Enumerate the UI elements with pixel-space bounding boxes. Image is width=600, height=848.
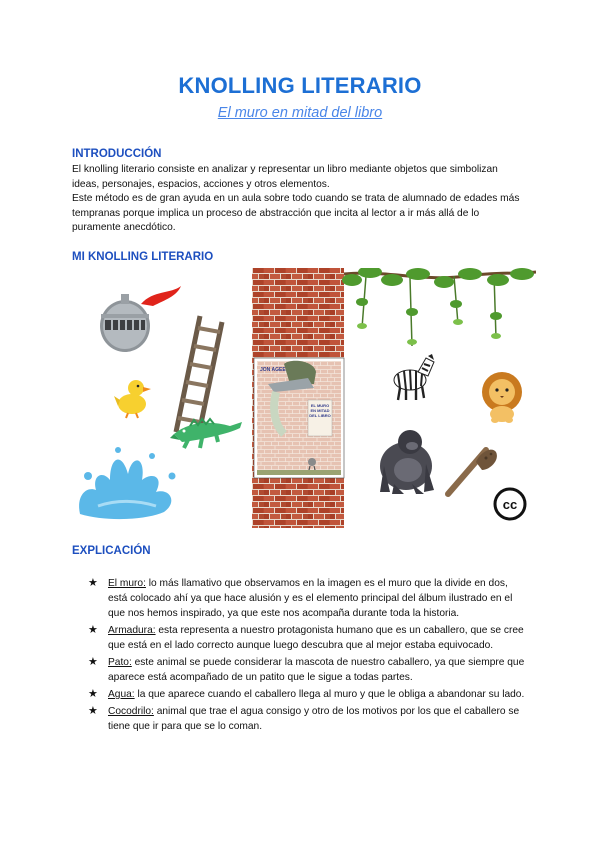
item-term: El muro: bbox=[108, 578, 146, 589]
crocodile-icon bbox=[170, 419, 242, 448]
list-item bbox=[88, 704, 528, 734]
item-text: lo más llamativo que observamos en la imagen es el muro que la divide en dos, está colocado ahí ya que hace alusión y es el elemento principal del álbum ilustrado en el que nos hemos inspirado, ya que este nos acompaña durante toda la historia. bbox=[108, 578, 513, 619]
item-text: esta representa a nuestro protagonista humano que es un caballero, que se cree que está en el lado correcto aunque luego descubra que al mejor estaba equivocado. bbox=[108, 625, 524, 651]
star-bullet-icon: ★ bbox=[88, 705, 98, 717]
intro-paragraph-2: Este método es de gran ayuda en un aula sobre todo cuando se trata de alumnado de edades más tempranas porque implica un proceso de abstracción que incita al lector a ir más allá de lo puramente anecdótico. bbox=[72, 193, 520, 233]
list-item bbox=[88, 576, 528, 621]
page-subtitle-link[interactable]: El muro en mitad del libro bbox=[217, 105, 383, 121]
knight-helmet-icon bbox=[100, 286, 181, 352]
book-title: EL MURO EN MITAD DEL LIBRO bbox=[309, 403, 331, 418]
item-text: animal que trae el agua consigo y otro de los motivos por los que el caballero se tiene que ir para que se lo coman. bbox=[108, 706, 520, 732]
lion-icon bbox=[482, 372, 522, 423]
intro-heading: INTRODUCCIÓN bbox=[72, 148, 162, 160]
club-icon bbox=[448, 450, 497, 494]
cc-label: cc bbox=[502, 497, 518, 512]
book-author: JON AGEE bbox=[260, 367, 286, 373]
book-cover bbox=[254, 358, 344, 478]
ladder-icon bbox=[176, 316, 222, 438]
intro-paragraph-1: El knolling literario consiste en analizar y representar un libro mediante objetos que simbolizan ideas, personajes, espacios, acciones y otros elementos. bbox=[72, 164, 498, 190]
star-bullet-icon: ★ bbox=[88, 577, 98, 589]
item-term: Pato: bbox=[108, 657, 132, 668]
star-bullet-icon: ★ bbox=[88, 624, 98, 636]
item-text: este animal se puede considerar la mascota de nuestro caballero, ya que siempre que aparece está acompañado de un patito que le sigue a todas partes. bbox=[108, 657, 525, 683]
item-term: Cocodrilo: bbox=[108, 706, 154, 717]
star-bullet-icon: ★ bbox=[88, 688, 98, 700]
list-item bbox=[88, 655, 528, 685]
jungle-vines-icon bbox=[342, 268, 536, 346]
star-bullet-icon: ★ bbox=[88, 656, 98, 668]
duck-icon bbox=[114, 380, 151, 418]
explanation-list bbox=[88, 576, 528, 736]
creative-commons-icon bbox=[495, 489, 525, 519]
item-term: Armadura: bbox=[108, 625, 156, 636]
gorilla-icon bbox=[380, 430, 434, 494]
intro-paragraphs bbox=[72, 163, 522, 236]
explanation-heading: EXPLICACIÓN bbox=[72, 545, 151, 557]
zebra-icon bbox=[394, 354, 434, 400]
item-term: Agua: bbox=[108, 689, 135, 700]
page-title: KNOLLING LITERARIO bbox=[178, 73, 422, 98]
item-text: la que aparece cuando el caballero llega al muro y que le obliga a abandonar su lado. bbox=[134, 689, 525, 700]
knolling-heading: MI KNOLLING LITERARIO bbox=[72, 251, 214, 263]
list-item bbox=[88, 687, 528, 702]
water-splash-icon bbox=[79, 447, 175, 519]
list-item bbox=[88, 623, 528, 653]
knolling-collage bbox=[66, 268, 536, 528]
